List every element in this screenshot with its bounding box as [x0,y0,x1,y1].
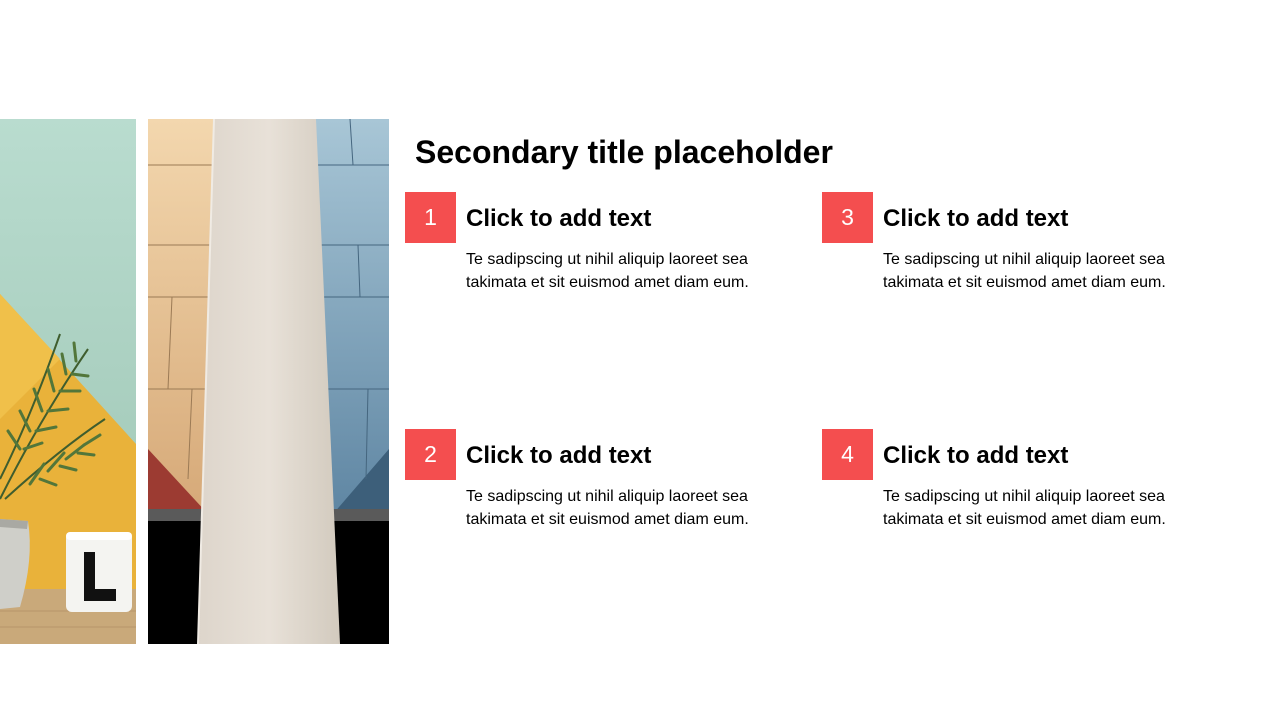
item-body-text[interactable]: Te sadipscing ut nihil aliquip laoreet sea takimata et sit euismod amet diam eum. [466,251,749,291]
item-heading[interactable]: Click to add text [466,442,652,469]
item-body-text[interactable]: Te sadipscing ut nihil aliquip laoreet sea takimata et sit euismod amet diam eum. [883,251,1166,291]
numbered-item [822,429,1202,549]
number-badge: 1 [405,192,456,243]
numbered-item [822,192,1202,312]
item-body-text[interactable]: Te sadipscing ut nihil aliquip laoreet sea takimata et sit euismod amet diam eum. [466,488,749,528]
item-heading[interactable]: Click to add text [466,205,652,232]
number-badge: 2 [405,429,456,480]
item-heading[interactable]: Click to add text [883,442,1069,469]
facade-photo [148,119,389,644]
slide-title: Secondary title placeholder [415,134,833,170]
number-badge: 3 [822,192,873,243]
item-heading[interactable]: Click to add text [883,205,1069,232]
number-badge: 4 [822,429,873,480]
numbered-item [405,192,785,312]
plant-photo [0,119,136,644]
numbered-item [405,429,785,549]
item-body-text[interactable]: Te sadipscing ut nihil aliquip laoreet sea takimata et sit euismod amet diam eum. [883,488,1166,528]
